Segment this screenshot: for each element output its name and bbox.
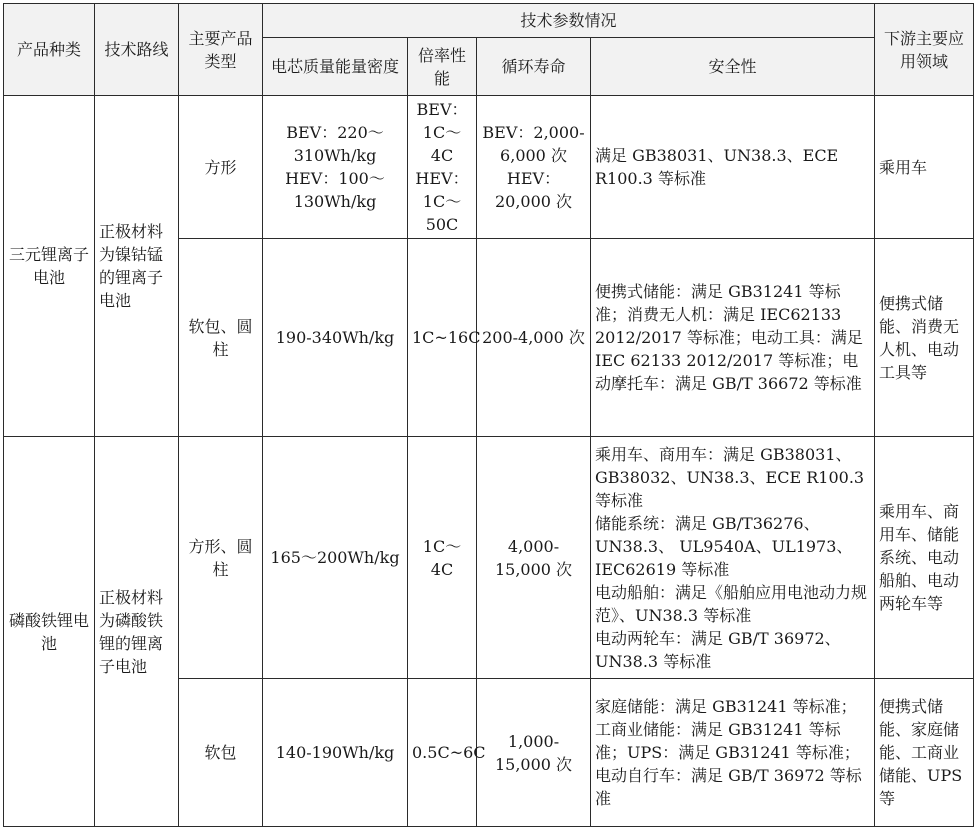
cell-rate: BEV：1C～4C HEV：1C～50C <box>408 96 477 239</box>
cell-product-type: 三元锂离子电池 <box>4 96 95 437</box>
battery-spec-table <box>3 3 974 827</box>
cell-rate: 0.5C~6C <box>408 679 477 827</box>
table-row <box>4 437 974 679</box>
cell-application: 便携式储能、家庭储能、工商业储能、UPS 等 <box>875 679 974 827</box>
cell-product-type: 磷酸铁锂电池 <box>4 437 95 827</box>
header-downstream-application: 下游主要应用领域 <box>875 4 974 96</box>
header-tech-params: 技术参数情况 <box>263 4 875 38</box>
header-tech-route: 技术路线 <box>95 4 179 96</box>
cell-rate: 1C～4C <box>408 437 477 679</box>
cell-rate: 1C~16C <box>408 239 477 437</box>
header-rate: 倍率性能 <box>408 38 477 96</box>
cell-cycle-life: BEV：2,000-6,000 次 HEV：20,000 次 <box>477 96 591 239</box>
table-row <box>4 96 974 239</box>
cell-product: 方形、圆柱 <box>179 437 263 679</box>
cell-application: 乘用车 <box>875 96 974 239</box>
cell-product: 软包、圆柱 <box>179 239 263 437</box>
cell-safety: 满足 GB38031、UN38.3、ECE R100.3 等标准 <box>591 96 875 239</box>
cell-safety: 乘用车、商用车：满足 GB38031、GB38032、UN38.3、ECE R100.3 等标准 储能系统：满足 GB/T36276、UN38.3、 UL9540A、UL1973、IEC62619 等标准 电动船舶：满足《船舶应用电池动力规范》、UN38.3 等标准 电动两轮车：满足 GB/T 36972、UN38.3 等标准 <box>591 437 875 679</box>
cell-safety: 家庭储能：满足 GB31241 等标准；工商业储能：满足 GB31241 等标准；UPS：满足 GB31241 等标准；电动自行车：满足 GB/T 36972 等标准 <box>591 679 875 827</box>
cell-product: 软包 <box>179 679 263 827</box>
header-cycle-life: 循环寿命 <box>477 38 591 96</box>
cell-cycle-life: 1,000-15,000 次 <box>477 679 591 827</box>
cell-application: 便携式储能、消费无人机、电动工具等 <box>875 239 974 437</box>
header-energy-density: 电芯质量能量密度 <box>263 38 408 96</box>
cell-safety: 便携式储能：满足 GB31241 等标准；消费无人机：满足 IEC62133 2012/2017 等标准；电动工具：满足 IEC 62133 2012/2017 等标准；电动摩托车：满足 GB/T 36672 等标准 <box>591 239 875 437</box>
header-product-type: 产品种类 <box>4 4 95 96</box>
cell-energy-density: BEV：220～310Wh/kg HEV：100～130Wh/kg <box>263 96 408 239</box>
cell-tech-route: 正极材料为镍钴锰的锂离子电池 <box>95 96 179 437</box>
cell-cycle-life: 4,000-15,000 次 <box>477 437 591 679</box>
cell-product: 方形 <box>179 96 263 239</box>
cell-application: 乘用车、商用车、储能系统、电动船舶、电动两轮车等 <box>875 437 974 679</box>
cell-energy-density: 190-340Wh/kg <box>263 239 408 437</box>
cell-tech-route: 正极材料为磷酸铁锂的锂离子电池 <box>95 437 179 827</box>
cell-energy-density: 140-190Wh/kg <box>263 679 408 827</box>
header-main-product-type: 主要产品类型 <box>179 4 263 96</box>
cell-energy-density: 165～200Wh/kg <box>263 437 408 679</box>
header-safety: 安全性 <box>591 38 875 96</box>
cell-cycle-life: 200-4,000 次 <box>477 239 591 437</box>
